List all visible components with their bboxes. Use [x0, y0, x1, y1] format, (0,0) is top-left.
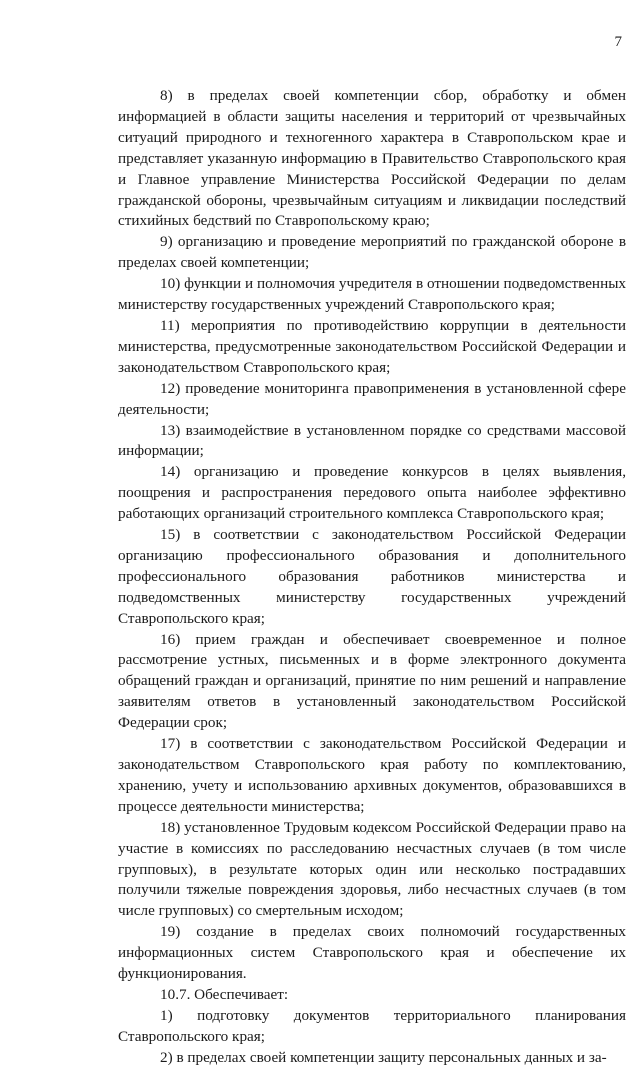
paragraph-item-16: 16) прием граждан и обеспечивает своевременное и полное рассмотрение устных, письменных и в форме электронного документа обращений граждан и организаций, принятие по ним решений и направление заявителям ответов в установленный законодательством Российской Федерации срок;: [118, 630, 626, 732]
section-heading-10-7: 10.7. Обеспечивает:: [160, 985, 289, 1003]
paragraph-item-19: 19) создание в пределах своих полномочий государственных информационных систем Ставропольского края и обеспечение их функционирования.: [118, 923, 626, 983]
paragraph-item-13: 13) взаимодействие в установленном порядке со средствами массовой информации;: [118, 421, 626, 460]
paragraph-subitem-2: 2) в пределах своей компетенции защиту персональных данных и за-: [160, 1048, 607, 1066]
paragraph-item-17: 17) в соответствии с законодательством Российской Федерации и законодательством Ставропольского края работу по комплектованию, хранению, учету и использованию архивных документов, образовавшихся в процессе деятельности министерства;: [118, 735, 626, 815]
paragraph-item-14: 14) организацию и проведение конкурсов в целях выявления, поощрения и распространения передового опыта наиболее эффективно работающих организаций строительного комплекса Ставропольского края;: [118, 463, 626, 523]
paragraph-item-8: 8) в пределах своей компетенции сбор, обработку и обмен информацией в области защиты населения и территорий от чрезвычайных ситуаций природного и техногенного характера в Ставропольском крае и представляет указанную информацию в Правительство Ставропольского края и Главное управление Министерства Российской Федерации по делам гражданской обороны, чрезвычайным ситуациям и ликвидации последствий стихийных бедствий по Ставропольскому краю;: [118, 87, 626, 230]
paragraph-subitem-1: 1) подготовку документов территориального планирования Ставропольского края;: [118, 1006, 626, 1045]
document-body: [118, 86, 626, 1069]
paragraph-item-12: 12) проведение мониторинга правоприменения в установленной сфере деятельности;: [118, 379, 626, 418]
paragraph-item-18: 18) установленное Трудовым кодексом Российской Федерации право на участие в комиссиях по расследованию несчастных случаев (в том числе групповых), в результате которых один или несколько пострадавших получили тяжелые повреждения здоровья, либо несчастных случаев (в том числе групповых) со смертельным исходом;: [118, 818, 626, 920]
page-number: 7: [614, 34, 622, 50]
paragraph-item-15: 15) в соответствии с законодательством Российской Федерации организацию профессионального образования и дополнительного профессионального образования работников министерства и подведомственных министерству государственных учреждений Ставропольского края;: [118, 526, 626, 627]
paragraph-item-10: 10) функции и полномочия учредителя в отношении подведомственных министерству государственных учреждений Ставропольского края;: [118, 275, 626, 314]
paragraph-item-11: 11) мероприятия по противодействию коррупции в деятельности министерства, предусмотренные законодательством Российской Федерации и законодательством Ставропольского края;: [118, 316, 626, 376]
paragraph-item-9: 9) организацию и проведение мероприятий по гражданской обороне в пределах своей компетенции;: [118, 233, 626, 272]
